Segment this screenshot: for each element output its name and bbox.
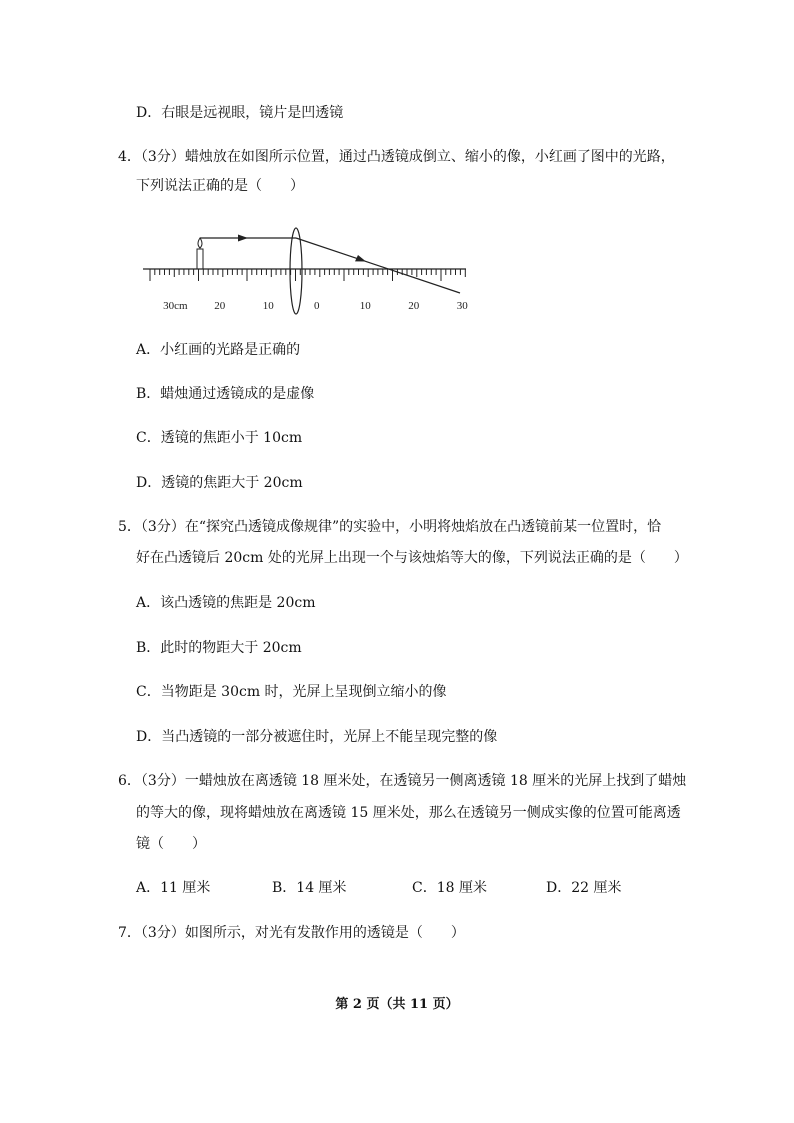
ray-arrow-1 bbox=[238, 235, 248, 242]
ray-refracted bbox=[296, 238, 460, 293]
q6-stem-line3: 镜（ ） bbox=[136, 836, 206, 852]
q5-stem-line1: 5．（3分）在“探究凸透镜成像规律”的实验中，小明将烛焰放在凸透镜前某一位置时，恰 bbox=[118, 519, 662, 535]
ruler-tick-label: 20 bbox=[408, 300, 420, 312]
q4-option-a: A．小红画的光路是正确的 bbox=[136, 342, 301, 358]
ruler-tick-label: 20 bbox=[214, 300, 226, 312]
lens-ray-diagram bbox=[140, 220, 470, 320]
q5-option-c: C．当物距是 30cm 时，光屏上呈现倒立缩小的像 bbox=[136, 684, 447, 700]
q5-option-b: B．此时的物距大于 20cm bbox=[136, 640, 302, 656]
q4-option-d: D．透镜的焦距大于 20cm bbox=[136, 475, 303, 491]
page-footer: 第 2 页（共 11 页） bbox=[335, 997, 459, 1012]
ruler-tick-label: 0 bbox=[314, 300, 320, 312]
q5-option-a: A．该凸透镜的焦距是 20cm bbox=[136, 595, 316, 611]
q4-option-c: C．透镜的焦距小于 10cm bbox=[136, 430, 303, 446]
q6-stem-line2: 的等大的像，现将蜡烛放在离透镜 15 厘米处，那么在透镜另一侧成实像的位置可能离透 bbox=[136, 805, 681, 821]
q5-stem-line2: 好在凸透镜后 20cm 处的光屏上出现一个与该烛焰等大的像，下列说法正确的是（ ） bbox=[136, 550, 688, 566]
q4-stem-line2: 下列说法正确的是（ ） bbox=[136, 178, 304, 194]
ruler-tick-label: 30cm bbox=[163, 300, 188, 312]
candle-flame bbox=[198, 238, 202, 248]
candle-body bbox=[197, 249, 203, 269]
q3-option-d: D．右眼是远视眼，镜片是凹透镜 bbox=[136, 105, 344, 121]
q6-option-b: B．14 厘米 bbox=[272, 880, 347, 896]
q6-option-c: C．18 厘米 bbox=[412, 880, 487, 896]
q5-option-d: D．当凸透镜的一部分被遮住时，光屏上不能呈现完整的像 bbox=[136, 729, 498, 745]
q6-stem-line1: 6．（3分）一蜡烛放在离透镜 18 厘米处，在透镜另一侧离透镜 18 厘米的光屏上找到了蜡烛 bbox=[118, 773, 687, 789]
ray-arrow-2 bbox=[355, 255, 366, 262]
q6-option-a: A．11 厘米 bbox=[136, 880, 211, 896]
q7-stem-line1: 7．（3分）如图所示，对光有发散作用的透镜是（ ） bbox=[118, 925, 465, 941]
ruler-tick-label: 10 bbox=[359, 300, 371, 312]
ruler-tick-labels bbox=[163, 300, 468, 312]
ruler-tick-label: 30 bbox=[456, 300, 468, 312]
q4-option-b: B．蜡烛通过透镜成的是虚像 bbox=[136, 386, 315, 402]
q6-option-d: D．22 厘米 bbox=[546, 880, 622, 896]
q4-stem-line1: 4．（3分）蜡烛放在如图所示位置，通过凸透镜成倒立、缩小的像，小红画了图中的光路， bbox=[118, 149, 675, 165]
ruler-tick-label: 10 bbox=[262, 300, 274, 312]
